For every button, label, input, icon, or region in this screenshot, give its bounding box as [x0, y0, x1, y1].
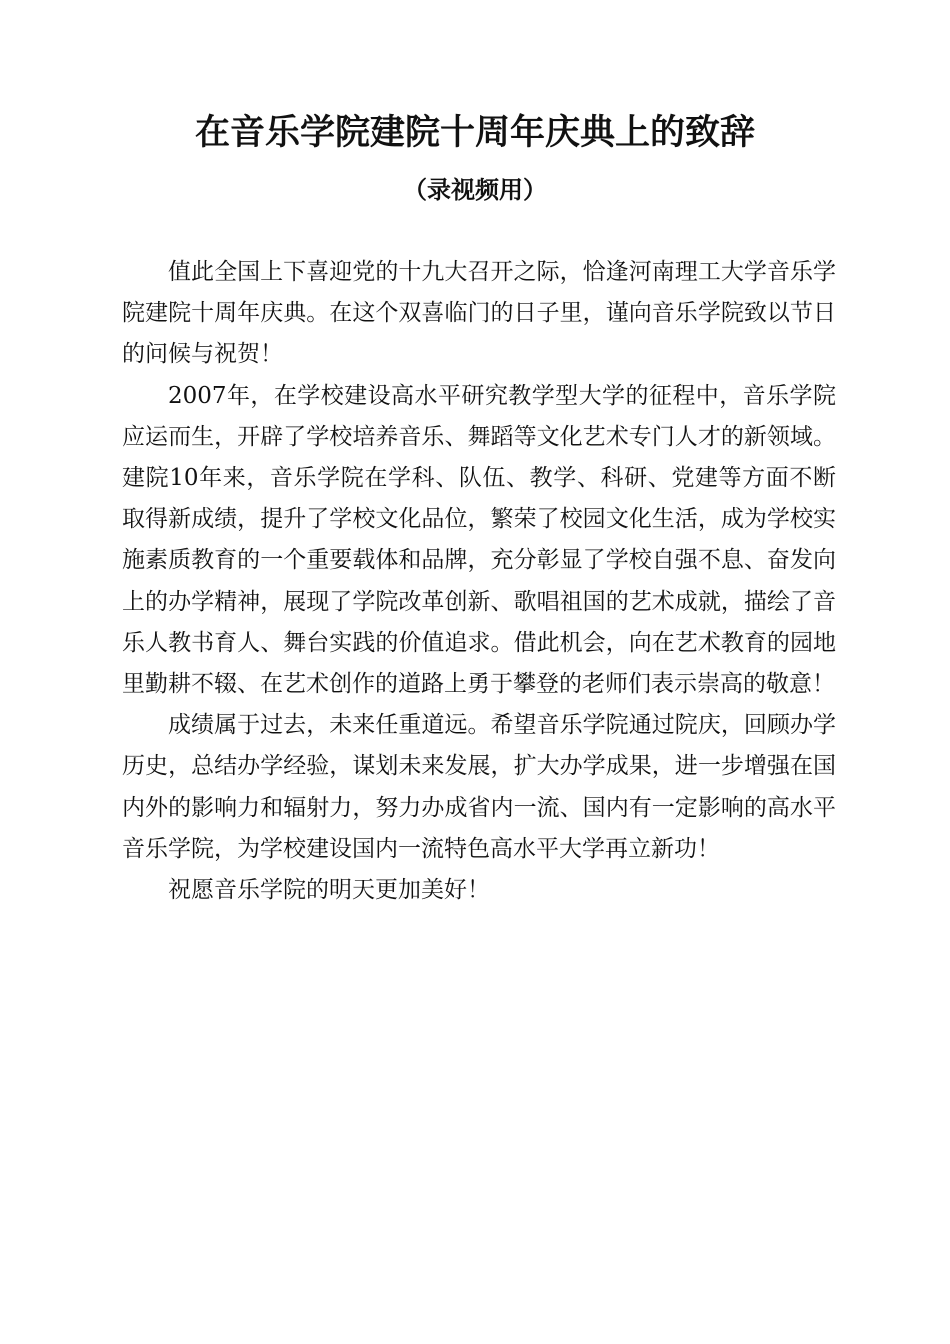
paragraph-wishes: 祝愿音乐学院的明天更加美好！: [168, 877, 490, 904]
document-body: [122, 252, 836, 911]
document-title: 在音乐学院建院十周年庆典上的致辞: [194, 112, 755, 153]
paragraph-history: 2007年，在学校建设高水平研究教学型大学的征程中，音乐学院应运而生，开辟了学校培养音乐、舞蹈等文化艺术专门人才的新领域。建院10年来，音乐学院在学科、队伍、教学、科研、党建等方面不断取得新成绩，提升了学校文化品位，繁荣了校园文化生活，成为学校实施素质教育的一个重要载体和品牌，充分彰显了学校自强不息、奋发向上的办学精神，展现了学院改革创新、歌唱祖国的艺术成就，描绘了音乐人教书育人、舞台实践的价值追求。借此机会，向在艺术教育的园地里勤耕不辍、在艺术创作的道路上勇于攀登的老师们表示崇高的敬意！: [122, 382, 836, 698]
paragraph-hopes: 成绩属于过去，未来任重道远。希望音乐学院通过院庆，回顾办学历史，总结办学经验，谋划未来发展，扩大办学成果，进一步增强在国内外的影响力和辐射力，努力办成省内一流、国内有一定影响的高水平音乐学院，为学校建设国内一流特色高水平大学再立新功！: [122, 712, 836, 862]
document-subtitle: （录视频用）: [403, 175, 547, 204]
paragraph-greeting: 值此全国上下喜迎党的十九大召开之际，恰逢河南理工大学音乐学院建院十周年庆典。在这个双喜临门的日子里，谨向音乐学院致以节日的问候与祝贺！: [122, 259, 836, 368]
